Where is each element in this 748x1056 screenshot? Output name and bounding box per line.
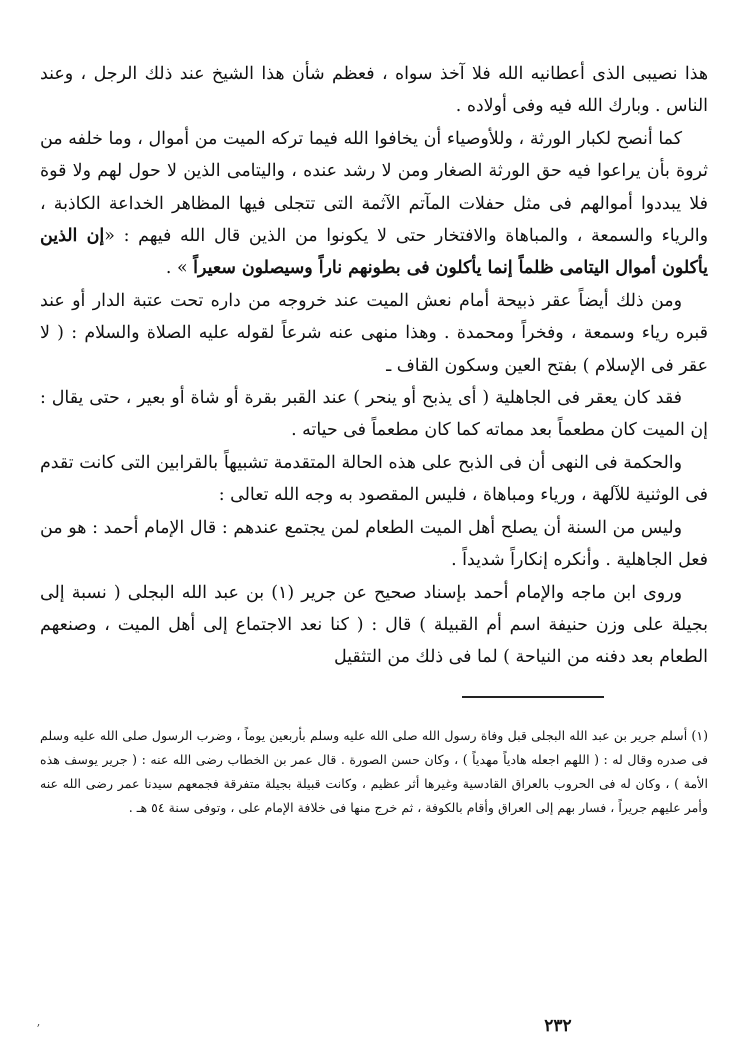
footnote-text: (١) أسلم جرير بن عبد الله البجلى قبل وفاة رسول الله صلى الله عليه وسلم بأربعين يوماً ، وضرب الرسول صلى الله عليه وسلم فى صدره وقال له : ( اللهم اجعله هادياً مهدياً ) ، وكان حسن الصورة . قال عمر بن الخطاب رضى الله عنه : ( جرير يوسف هذه الأمة ) ، وكان له فى الحروب بالعراق القادسية وغيرها أثر عظيم ، وكانت قبيلة بجيلة متفرقة فجمعهم سيدنا عمر رضى الله عنه وأمر عليهم جريراً ، فسار بهم إلى العراق وأقام بالكوفة ، ثم خرج منها فى خلافة الإمام على ، وتوفى سنة ٥٤ هـ . — [40, 727, 708, 816]
paragraph — [40, 285, 708, 382]
quran-verse: إن الذين يأكلون أموال اليتامى ظلماً إنما يأكلون فى بطونهم ناراً وسيصلون سعيراً — [40, 226, 708, 279]
paragraph-text: فقد كان يعقر فى الجاهلية ( أى يذبح أو ينحر ) عند القبر بقرة أو شاة أو بعير ، حتى يقال : إن الميت كان مطعماً بعد مماته كما كان مطعماً فى حياته . — [40, 388, 708, 441]
margin-mark: ʼ — [36, 1022, 40, 1036]
footnotes — [40, 724, 708, 821]
paragraph-text: هذا نصيبى الذى أعطانيه الله فلا آخذ سواه ، فعظم شأن هذا الشيخ عند ذلك الرجل ، وعند الناس . وبارك الله فيه وفى أولاده . — [40, 64, 708, 117]
paragraph-text: ومن ذلك أيضاً عقر ذبيحة أمام نعش الميت عند خروجه من داره تحت عتبة الدار أو عند قبره رياء وسمعة ، وفخراً ومحمدة . وهذا منهى عنه شرعاً لقوله عليه الصلاة والسلام : ( لا عقر فى الإسلام ) بفتح العين وسكون القاف ـ — [40, 290, 708, 376]
page — [40, 58, 708, 821]
paragraph — [40, 512, 708, 577]
paragraph — [40, 447, 708, 512]
paragraph — [40, 577, 708, 674]
footnote — [40, 724, 708, 821]
paragraph-text-end: » . — [165, 258, 194, 279]
paragraph — [40, 123, 708, 285]
paragraph-text: والحكمة فى النهى أن فى الذبح على هذه الحالة المتقدمة تشبيهاً بالقرابين التى كانت تقدم فى الوثنية للآلهة ، ورياء ومباهاة ، فليس المقصود به وجه الله تعالى : — [40, 452, 708, 506]
body-text — [40, 58, 708, 674]
paragraph — [40, 58, 708, 123]
paragraph-text: وليس من السنة أن يصلح أهل الميت الطعام لمن يجتمع عندهم : قال الإمام أحمد : هو من فعل الجاهلية . وأنكره إنكاراً شديداً . — [40, 517, 708, 571]
footnote-separator-wrap — [40, 696, 708, 698]
paragraph-text: كما أنصح لكبار الورثة ، وللأوصياء أن يخافوا الله فيما تركه الميت من أموال ، وما خلفه من ثروة بأن يراعوا فيه حق الورثة الصغار ومن لا رشد عنده ، واليتامى الذين لا حول لهم ولا قوة فلا يبددوا أموالهم فى مثل حفلات المآتم الآثمة التى تتجلى فيها المظاهر الخداعة الكاذبة ، والرياء والسمعة ، والمباهاة والافتخار حتى لا يكونوا من الذين قال الله فيهم : « — [40, 128, 709, 247]
paragraph-text: وروى ابن ماجه والإمام أحمد بإسناد صحيح عن جرير (١) بن عبد الله البجلى ( نسبة إلى بجيلة على وزن حنيفة اسم أم القبيلة ) قال : ( كنا نعد الاجتماع إلى أهل الميت ، وصنعهم الطعام بعد دفنه من النياحة ) لما فى ذلك من التثقيل — [40, 582, 708, 668]
footnote-separator — [462, 696, 604, 698]
paragraph — [40, 382, 708, 447]
page-number: ٢٣٢ — [544, 1016, 572, 1036]
